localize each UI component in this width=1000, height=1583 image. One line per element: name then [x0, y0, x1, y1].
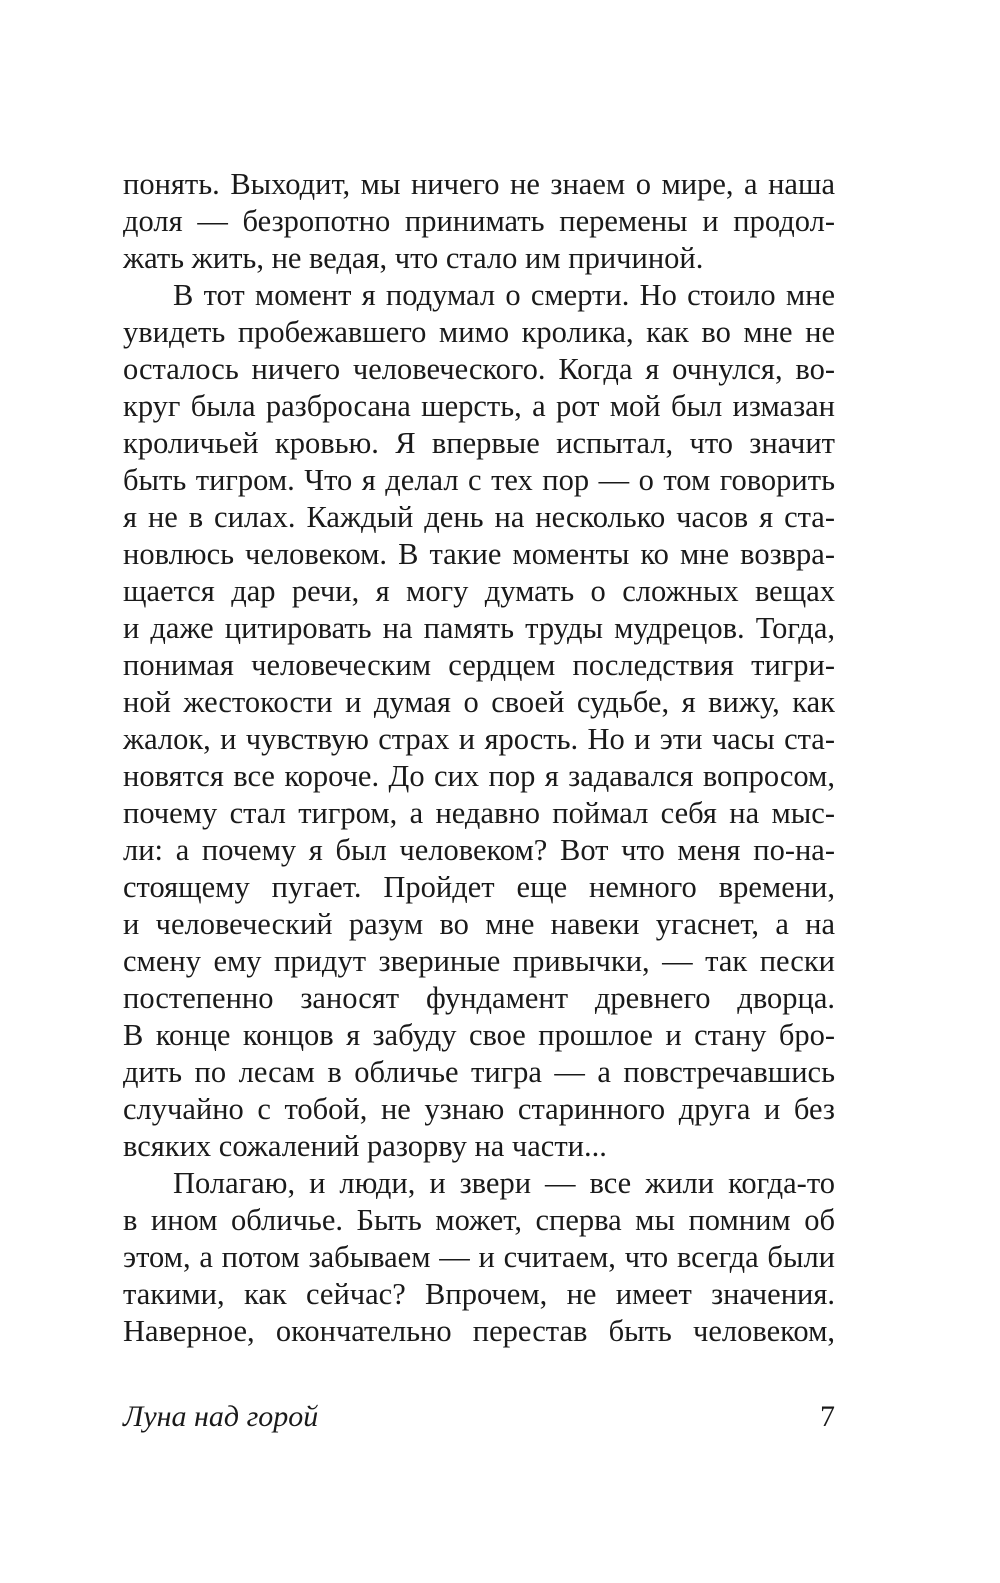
text-line: увидеть пробежавшего мимо кролика, как во мне не	[123, 315, 835, 349]
text-line: жать жить, не ведая, что стало им причиной.	[123, 241, 704, 275]
text-line: этом, а потом забываем — и считаем, что всегда были	[123, 1240, 835, 1274]
text-line: ли: а почему я был человеком? Вот что меня по-на-	[123, 833, 835, 867]
text-line: новятся все короче. До сих пор я задавался вопросом,	[123, 759, 835, 793]
text-line: кроличьей кровью. Я впервые испытал, что значит	[123, 426, 835, 460]
text-line: дить по лесам в обличье тигра — а повстречавшись	[123, 1055, 835, 1089]
text-line: в ином обличье. Быть может, сперва мы помним об	[123, 1203, 835, 1237]
text-line: и человеческий разум во мне навеки угаснет, а на	[123, 907, 835, 941]
text-line: понимая человеческим сердцем последствия тигри-	[123, 648, 835, 682]
text-line: В конце концов я забуду свое прошлое и стану бро-	[123, 1018, 835, 1052]
page-body-text	[123, 166, 835, 1350]
book-title: Луна над горой	[123, 1400, 319, 1433]
text-line: всяких сожалений разорву на части...	[123, 1129, 607, 1163]
text-line: ной жестокости и думая о своей судьбе, я вижу, как	[123, 685, 835, 719]
text-line: быть тигром. Что я делал с тех пор — о том говорить	[123, 463, 835, 497]
paragraph-start-line: Полагаю, и люди, и звери — все жили когда-то	[173, 1166, 835, 1200]
text-line: постепенно заносят фундамент древнего дворца.	[123, 981, 835, 1015]
page-number: 7	[820, 1400, 835, 1433]
text-line: щается дар речи, я могу думать о сложных вещах	[123, 574, 835, 608]
text-line: смену ему придут звериные привычки, — так пески	[123, 944, 835, 978]
text-line: Наверное, окончательно перестав быть человеком,	[123, 1314, 835, 1348]
text-line: круг была разбросана шерсть, а рот мой был измазан	[123, 389, 835, 423]
text-line: такими, как сейчас? Впрочем, не имеет значения.	[123, 1277, 835, 1311]
running-footer	[123, 1397, 835, 1437]
text-line: осталось ничего человеческого. Когда я очнулся, во-	[123, 352, 835, 386]
text-line: доля — безропотно принимать перемены и продол-	[123, 204, 835, 238]
text-line: понять. Выходит, мы ничего не знаем о мире, а наша	[123, 167, 835, 201]
text-line: случайно с тобой, не узнаю старинного друга и без	[123, 1092, 835, 1126]
text-line: и даже цитировать на память труды мудрецов. Тогда,	[123, 611, 835, 645]
text-line: почему стал тигром, а недавно поймал себя на мыс-	[123, 796, 835, 830]
text-line: жалок, и чувствую страх и ярость. Но и эти часы ста-	[123, 722, 835, 756]
text-line: новлюсь человеком. В такие моменты ко мне возвра-	[123, 537, 835, 571]
paragraph-start-line: В тот момент я подумал о смерти. Но стоило мне	[173, 278, 835, 312]
text-line: стоящему пугает. Пройдет еще немного времени,	[123, 870, 835, 904]
text-line: я не в силах. Каждый день на несколько часов я ста-	[123, 500, 835, 534]
